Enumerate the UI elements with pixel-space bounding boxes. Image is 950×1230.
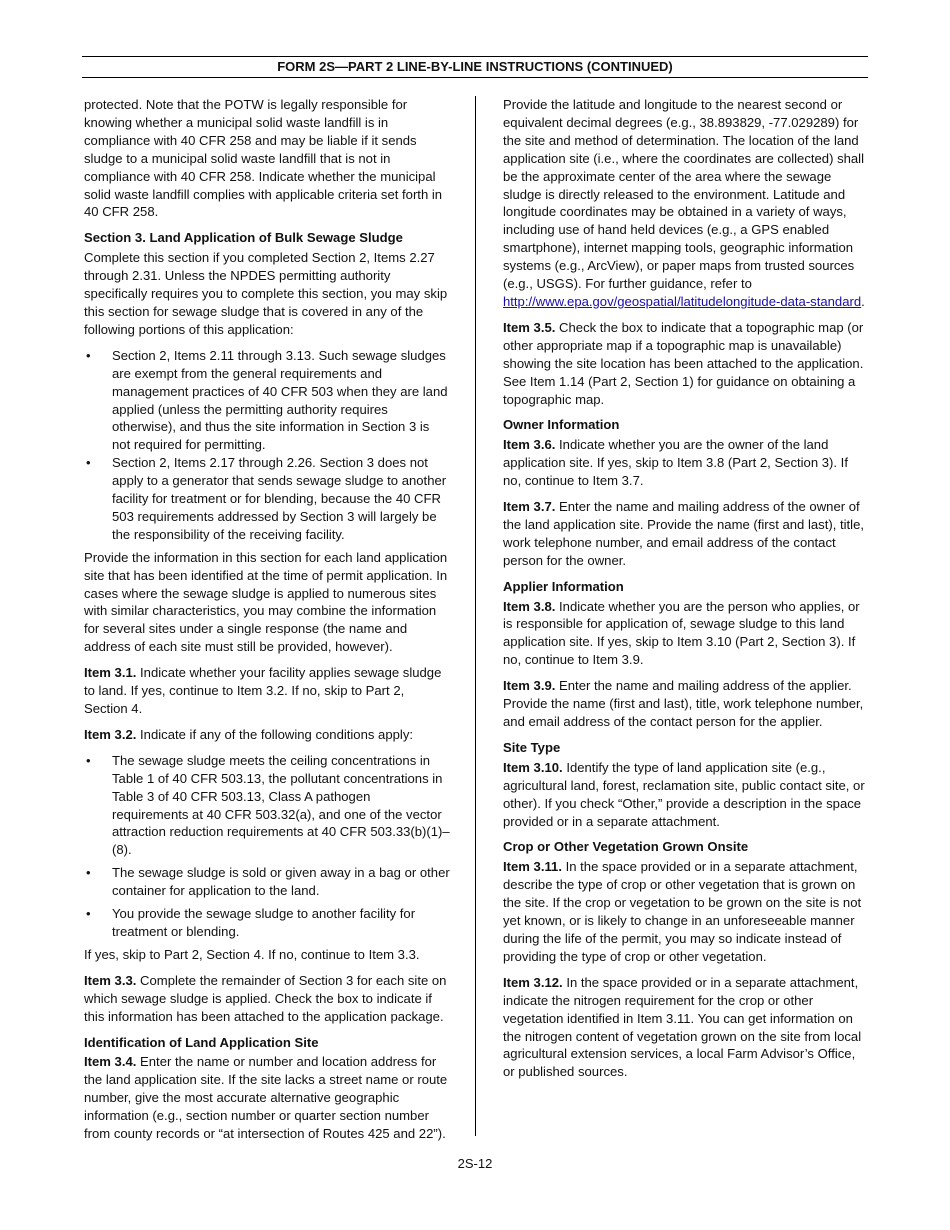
item-text: Enter the name and mailing address of the applier. Provide the name (first and last), title, work telephone number, and email address of the contact person for the applier.: [503, 678, 864, 729]
list-item: [84, 864, 450, 900]
item-paragraph: [84, 664, 450, 718]
item-paragraph: [84, 1053, 450, 1143]
epa-latlong-link[interactable]: http://www.epa.gov/geospatial/latitudelongitude-data-standard: [503, 293, 862, 309]
list-item-text: The sewage sludge meets the ceiling concentrations in Table 1 of 40 CFR 503.13, the pollutant concentrations in Table 3 of 40 CFR 503.13, Class A pathogen requirements at 40 CFR 503.32(a), and one of the vector attraction reduction requirements at 40 CFR 503.33(b)(1)–(8).: [112, 752, 450, 858]
item-text: In the space provided or in a separate attachment, indicate the nitrogen requirement for the crop or other vegetation identified in Item 3.11. You can get information on the nitrogen content of vegetation grown on the site from local agricultural extension services, a local Farm Advisor’s Office, or published sources.: [503, 974, 862, 1080]
item-paragraph: [503, 858, 869, 965]
section-heading: Crop or Other Vegetation Grown Onsite: [503, 839, 749, 855]
list-item: [84, 454, 450, 544]
bullet-icon: •: [86, 906, 91, 922]
item-paragraph: [503, 974, 869, 1081]
item-label: Item 3.1.: [84, 665, 137, 681]
list-item: [84, 347, 450, 454]
paragraph: Complete this section if you completed Section 2, Items 2.27 through 2.31. Unless the NPDES permitting authority specifically requires you to complete this section, you may skip this section for sewage sludge that is covered in any of the following portions of this application:: [84, 250, 448, 337]
item-paragraph: [503, 319, 869, 409]
section-heading: Site Type: [503, 739, 561, 755]
item-label: Item 3.7.: [503, 499, 556, 515]
page-footer: [0, 1156, 950, 1171]
paragraph-end: .: [861, 293, 865, 309]
item-label: Item 3.9.: [503, 678, 556, 694]
column-divider: [475, 96, 476, 1136]
page-number: 2S-12: [457, 1156, 493, 1171]
item-text: Check the box to indicate that a topographic map (or other appropriate map if a topographic map is unavailable) showing the site location has been attached to the application. See Item 1.14 (Part 2, Section 1) for guidance on obtaining a topographic map.: [503, 319, 864, 407]
item-label: Item 3.11.: [503, 859, 562, 875]
bullet-icon: •: [86, 347, 91, 363]
header-title: FORM 2S—PART 2 LINE-BY-LINE INSTRUCTIONS (CONTINUED): [277, 59, 673, 74]
paragraph: protected. Note that the POTW is legally responsible for knowing whether a municipal solid waste landfill is in compliance with 40 CFR 258 and may be liable if it sends sludge to a municipal solid waste landfill that is not in compliance with 40 CFR 258. Indicate whether the municipal solid waste landfill complies with applicable criteria set forth in 40 CFR 258.: [84, 97, 443, 220]
item-label: Item 3.10.: [503, 759, 563, 775]
item-paragraph: [503, 759, 869, 831]
item-text: Indicate whether you are the owner of the land application site. If yes, skip to Item 3.8 (Part 2, Section 3). If no, continue to Item 3.7.: [503, 437, 848, 489]
paragraph-text: Provide the latitude and longitude to the nearest second or equivalent decimal degrees (e.g., 38.893829, -77.029289) for the site and method of determination. The location of the land application site (i.e., where the coordinates are collected) shall be the approximate center of the area where the sewage sludge is directly released to the environment. Latitude and longitude coordinates may be obtained in a variety of ways, including use of hand held devices (e.g., a GPS enabled smartphone), internet mapping tools, geographic information systems (e.g., ArcView), or paper maps from trusted sources (e.g., USGS). For further guidance, refer to: [503, 97, 864, 292]
list-item-text: Section 2, Items 2.17 through 2.26. Section 3 does not apply to a generator that sends sewage sludge to another facility for treatment or for blending, because the 40 CFR 503 requirements addressed by Section 3 will largely be the responsibility of the receiving facility.: [112, 455, 447, 542]
item-label: Item 3.5.: [503, 319, 556, 335]
item-label: Item 3.3.: [84, 972, 137, 988]
section-heading: Identification of Land Application Site: [84, 1034, 319, 1050]
right-column: [503, 96, 869, 1089]
item-label: Item 3.12.: [503, 974, 563, 990]
item-paragraph: [503, 436, 869, 490]
bullet-list: [84, 752, 450, 941]
paragraph: Provide the information in this section for each land application site that has been identified at the time of permit application. In cases where the sewage sludge is applied to numerous sites with similar characteristics, you may combine the information for several sites under a single response (the name and address of each site must still be provided, however).: [84, 549, 448, 655]
paragraph: [503, 96, 869, 311]
list-item-text: Section 2, Items 2.11 through 3.13. Such sewage sludges are exempt from the general requirements and management practices of 40 CFR 503 when they are land applied (unless the permitting authority requires otherwise), and thus the site information in Section 3 is not required for permitting.: [112, 347, 448, 453]
item-text: Enter the name or number and location address for the land application site. If the site lacks a street name or route number, give the most accurate alternative geographic information (e.g., section number or quarter section number from county records or “at intersection of Routes 425 and 22”).: [84, 1054, 448, 1142]
item-label: Item 3.2.: [84, 726, 137, 742]
list-item-text: You provide the sewage sludge to another facility for treatment or blending.: [112, 906, 416, 939]
bullet-icon: •: [86, 865, 91, 881]
list-item: [84, 905, 450, 941]
item-text: Indicate whether you are the person who applies, or is responsible for application of, sewage sludge to this land application site. If yes, skip to Item 3.10 (Part 2, Section 3). If no, continue to Item 3.9.: [503, 598, 860, 668]
item-paragraph: [503, 498, 869, 570]
paragraph: If yes, skip to Part 2, Section 4. If no, continue to Item 3.3.: [84, 946, 420, 962]
item-text: Enter the name and mailing address of the owner of the land application site. Provide the name (first and last), title, work telephone number, and email address of the contact person for the owner.: [503, 499, 864, 568]
item-label: Item 3.4.: [84, 1054, 137, 1070]
item-paragraph: [503, 677, 869, 731]
item-text: Complete the remainder of Section 3 for each site on which sewage sludge is applied. Check the box to indicate if this information has been attached to the application package.: [84, 972, 447, 1024]
item-text: Indicate if any of the following conditions apply:: [136, 726, 413, 742]
section-heading: Applier Information: [503, 578, 624, 594]
section-heading: Section 3. Land Application of Bulk Sewage Sludge: [84, 230, 403, 246]
bullet-list: [84, 347, 450, 544]
item-label: Item 3.6.: [503, 437, 556, 453]
list-item: [84, 752, 450, 859]
item-paragraph: [84, 972, 450, 1026]
section-heading: Owner Information: [503, 417, 620, 433]
item-text: Identify the type of land application site (e.g., agricultural land, forest, reclamation site, public contact site, or other). If you check “Other,” provide a description in the space provided or in a separate attachment.: [503, 759, 865, 829]
bullet-icon: •: [86, 455, 91, 471]
item-text: Indicate whether your facility applies sewage sludge to land. If yes, continue to Item 3.2. If no, skip to Part 2, Section 4.: [84, 665, 442, 716]
item-text: In the space provided or in a separate attachment, describe the type of crop or other vegetation that is grown on the site. If the crop or vegetation to be grown on the site is not yet known, or is likely to change in an unforeseeable manner during the life of the permit, you may so indicate instead of providing the type of crop or other vegetation.: [503, 859, 862, 964]
list-item-text: The sewage sludge is sold or given away in a bag or other container for application to the land.: [112, 865, 450, 899]
page-header: [82, 56, 868, 78]
item-paragraph: [84, 726, 450, 744]
left-column: [84, 96, 450, 1151]
item-label: Item 3.8.: [503, 598, 556, 614]
bullet-icon: •: [86, 752, 91, 768]
item-paragraph: [503, 598, 869, 670]
